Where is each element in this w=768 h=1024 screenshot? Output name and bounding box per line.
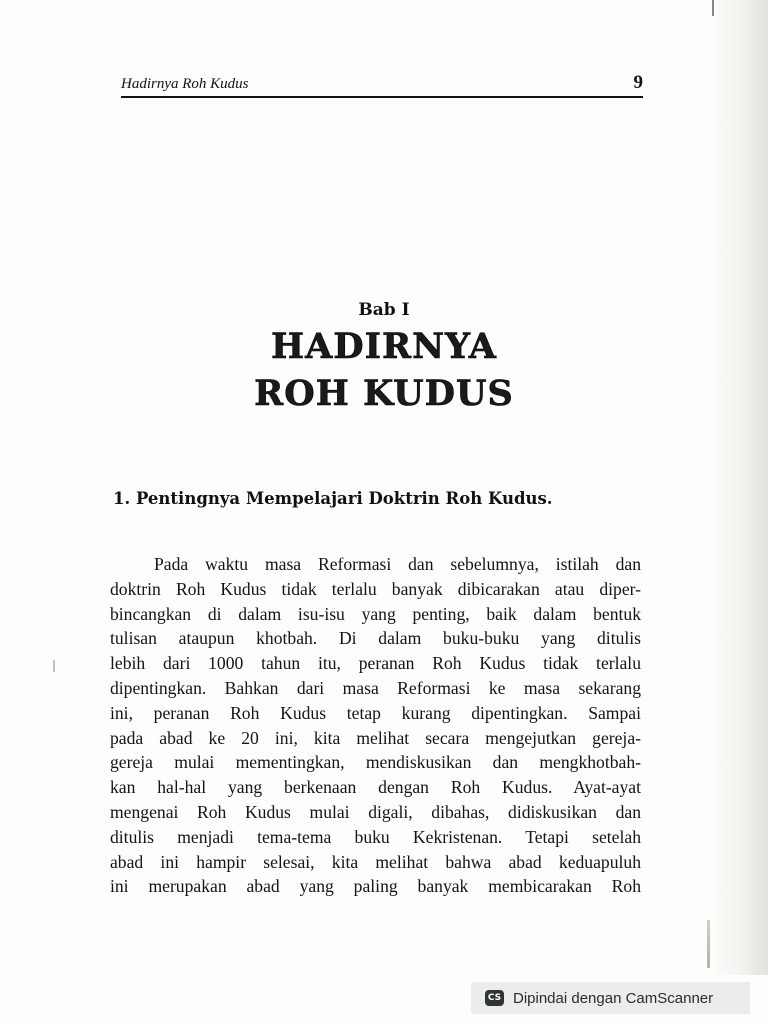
body-line: ditulis menjadi tema-tema buku Kekristenan. Tetapi setelah bbox=[110, 826, 641, 847]
body-line: bincangkan di dalam isu-isu yang penting, baik dalam bentuk bbox=[110, 603, 641, 624]
body-line: kan hal-hal yang berkenaan dengan Roh Kudus. Ayat-ayat bbox=[110, 777, 641, 798]
running-header bbox=[121, 72, 643, 96]
chapter-title-line-1: HADIRNYA bbox=[271, 326, 497, 367]
body-paragraph bbox=[110, 552, 641, 899]
camscanner-label: Dipindai dengan CamScanner bbox=[513, 989, 714, 1007]
camscanner-icon: CS bbox=[485, 990, 504, 1006]
scan-mark bbox=[53, 660, 55, 672]
body-line: mengenai Roh Kudus mulai digali, dibahas, didiskusikan dan bbox=[110, 801, 641, 822]
section-heading: 1. Pentingnya Mempelajari Doktrin Roh Kudus. bbox=[113, 489, 553, 508]
body-line: doktrin Roh Kudus tidak terlalu banyak dibicarakan atau diper- bbox=[110, 578, 641, 599]
body-line: ini merupakan abad yang paling banyak membicarakan Roh bbox=[110, 876, 641, 897]
body-line: tulisan ataupun khotbah. Di dalam buku-buku yang ditulis bbox=[110, 628, 641, 649]
scan-mark-bottom bbox=[707, 920, 710, 968]
body-line: gereja mulai mementingkan, mendiskusikan dan mengkhotbah- bbox=[110, 752, 641, 773]
chapter-label: Bab I bbox=[358, 300, 410, 320]
body-line: pada abad ke 20 ini, kita melihat secara mengejutkan gereja- bbox=[110, 727, 641, 748]
page-number: 9 bbox=[633, 72, 643, 93]
body-line: ini, peranan Roh Kudus tetap kurang dipentingkan. Sampai bbox=[110, 702, 641, 723]
chapter-title-line-2: ROH KUDUS bbox=[254, 373, 514, 414]
body-line: abad ini hampir selesai, kita melihat bahwa abad keduapuluh bbox=[110, 851, 641, 872]
body-line: Pada waktu masa Reformasi dan sebelumnya, istilah dan bbox=[154, 554, 641, 574]
body-line: dipentingkan. Bahkan dari masa Reformasi ke masa sekarang bbox=[110, 677, 641, 698]
page-edge-shadow bbox=[710, 0, 768, 975]
running-title: Hadirnya Roh Kudus bbox=[121, 76, 249, 92]
header-rule bbox=[121, 96, 643, 98]
body-line: lebih dari 1000 tahun itu, peranan Roh Kudus tidak terlalu bbox=[110, 653, 641, 674]
scan-mark-top bbox=[712, 0, 714, 16]
camscanner-watermark bbox=[471, 982, 750, 1014]
